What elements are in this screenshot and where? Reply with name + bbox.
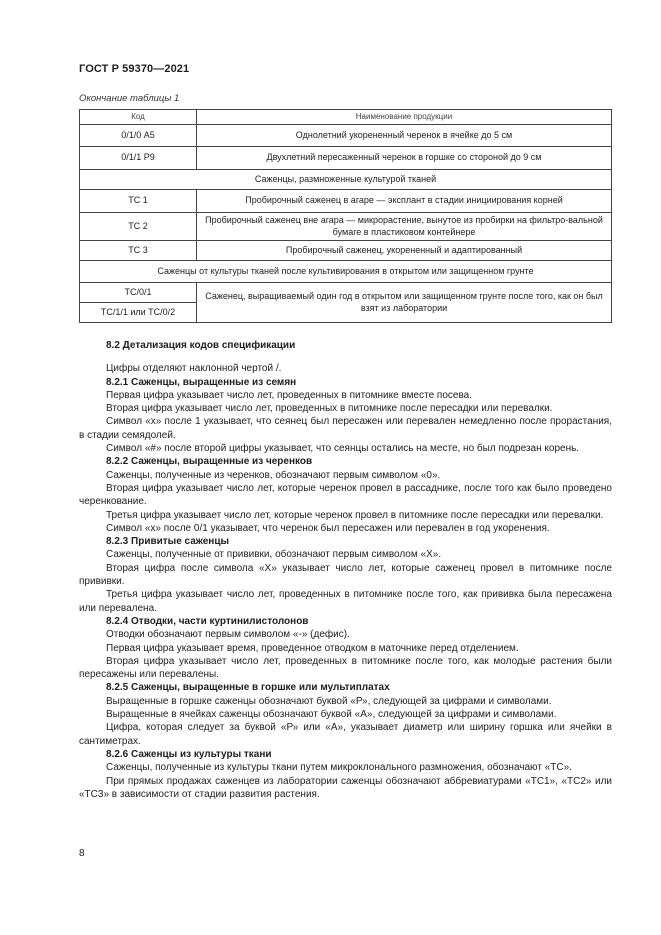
- code-cell: ТС 2: [80, 213, 197, 241]
- paragraph: Вторая цифра указывает число лет, проведенных в питомнике после того, как молодые растения были пересажены или перевалены.: [79, 655, 612, 681]
- paragraph: Цифры отделяют наклонной чертой /.: [106, 363, 282, 375]
- document-title: ГОСТ Р 59370—2021: [79, 63, 190, 75]
- paragraph: Вторая цифра указывает число лет, проведенных в питомнике после пересадки или перевалки.: [106, 403, 553, 415]
- paragraph: Цифра, которая следует за буквой «Р» или «А», указывает диаметр или ширину горшка или ячейки в сантиметрах.: [79, 722, 612, 747]
- table-row: [80, 190, 612, 213]
- specification-table: [79, 109, 612, 323]
- table-header-row: [80, 110, 612, 125]
- paragraph: Первая цифра указывает время, проведенное отводком в маточнике перед отделением.: [106, 642, 519, 654]
- column-header-code: Код: [80, 110, 197, 125]
- subsection-heading: 8.2.6 Саженцы из культуры ткани: [106, 748, 272, 760]
- section-heading: 8.2 Детализация кодов спецификации: [106, 340, 296, 351]
- code-cell: 0/1/1 Р9: [80, 147, 197, 170]
- paragraph: Первая цифра указывает число лет, проведенных в питомнике вместе посева.: [106, 389, 472, 401]
- table-row: [80, 283, 612, 303]
- paragraph: Саженцы, полученные из культуры ткани путем микроклонального размножения, обозначают «ТС».: [106, 762, 572, 774]
- table-row: [80, 125, 612, 147]
- paragraph: Символ «х» после 1 указывает, что сеянец был пересажен или перевален немедленно после прорастания, в стадии семядолей.: [79, 416, 612, 441]
- name-cell: Пробирочный саженец, укорененный и адаптированный: [197, 241, 612, 261]
- paragraph: Третья цифра указывает число лет, которые черенок провел в питомнике после пересадки или перевалки.: [106, 509, 604, 521]
- code-cell: ТС 1: [80, 190, 197, 213]
- paragraph: Выращенные в горшке саженцы обозначают буквой «Р», следующей за цифрами и символами.: [106, 695, 552, 707]
- section-cell: Саженцы от культуры тканей после культивирования в открытом или защищенном грунте: [80, 261, 612, 283]
- paragraph: Третья цифра указывает число лет, проведенных в питомнике после того, как прививка была пересажена или перевалена.: [79, 589, 612, 614]
- table-row: [80, 147, 612, 170]
- paragraph: Отводки обозначают первым символом «-» (дефис).: [106, 629, 350, 641]
- column-header-name: Наименование продукции: [197, 110, 612, 125]
- section-8-2-body: [79, 339, 612, 801]
- code-cell: ТС 3: [80, 241, 197, 261]
- paragraph: Символ «х» после 0/1 указывает, что черенок был пересажен или перевален в год укоренения.: [106, 522, 550, 534]
- paragraph: Символ «#» после второй цифры указывает, что сеянцы остались на месте, но был подрезан корень.: [106, 443, 580, 455]
- name-cell: Пробирочный саженец в агаре — эксплант в стадии инициирования корней: [197, 190, 612, 213]
- name-cell: Двухлетний пересаженный черенок в горшке со стороной до 9 см: [197, 147, 612, 170]
- code-cell: ТС/1/1 или ТС/0/2: [80, 303, 197, 323]
- name-cell: Саженец, выращиваемый один год в открытом или защищенном грунте после того, как он был взят из лаборатории: [197, 283, 612, 323]
- subsection-heading: 8.2.2 Саженцы, выращенные из черенков: [106, 456, 313, 468]
- paragraph: Выращенные в ячейках саженцы обозначают буквой «А», следующей за цифрами и символами.: [106, 709, 557, 721]
- subsection-heading: 8.2.1 Саженцы, выращенные из семян: [106, 376, 297, 388]
- name-cell: Пробирочный саженец вне агара — микрорастение, вынутое из пробирки на фильтро-вальной бумаге в пластиковом контейнере: [197, 213, 612, 241]
- paragraph: Вторая цифра после символа «Х» указывает число лет, которые саженец провел в питомнике после прививки.: [79, 562, 612, 588]
- table-section-row: [80, 261, 612, 283]
- paragraph: Саженцы, полученные из черенков, обозначают первым символом «0».: [106, 469, 441, 481]
- paragraph: Саженцы, полученные от прививки, обозначают первым символом «Х».: [106, 549, 442, 561]
- section-cell: Саженцы, размноженные культурой тканей: [80, 170, 612, 190]
- code-cell: 0/1/0 А5: [80, 125, 197, 147]
- table-row: [80, 241, 612, 261]
- subsection-heading: 8.2.4 Отводки, части куртинилистолонов: [106, 615, 309, 627]
- table-row: [80, 213, 612, 241]
- table-section-row: [80, 170, 612, 190]
- subsection-heading: 8.2.5 Саженцы, выращенные в горшке или мультиплатах: [106, 682, 390, 694]
- paragraph: Вторая цифра указывает число лет, которые черенок провел в рассаднике, после того как было проведено черенкование.: [79, 482, 612, 508]
- subsection-heading: 8.2.3 Привитые саженцы: [106, 536, 230, 548]
- paragraph: При прямых продажах саженцев из лаборатории саженцы обозначают аббревиатурами «ТС1», «ТС2» или «ТС3» в зависимости от стадии развития растения.: [79, 775, 612, 800]
- page-number: 8: [79, 848, 85, 859]
- table-caption: Окончание таблицы 1: [79, 93, 180, 104]
- code-cell: ТС/0/1: [80, 283, 197, 303]
- name-cell: Однолетний укорененный черенок в ячейке до 5 см: [197, 125, 612, 147]
